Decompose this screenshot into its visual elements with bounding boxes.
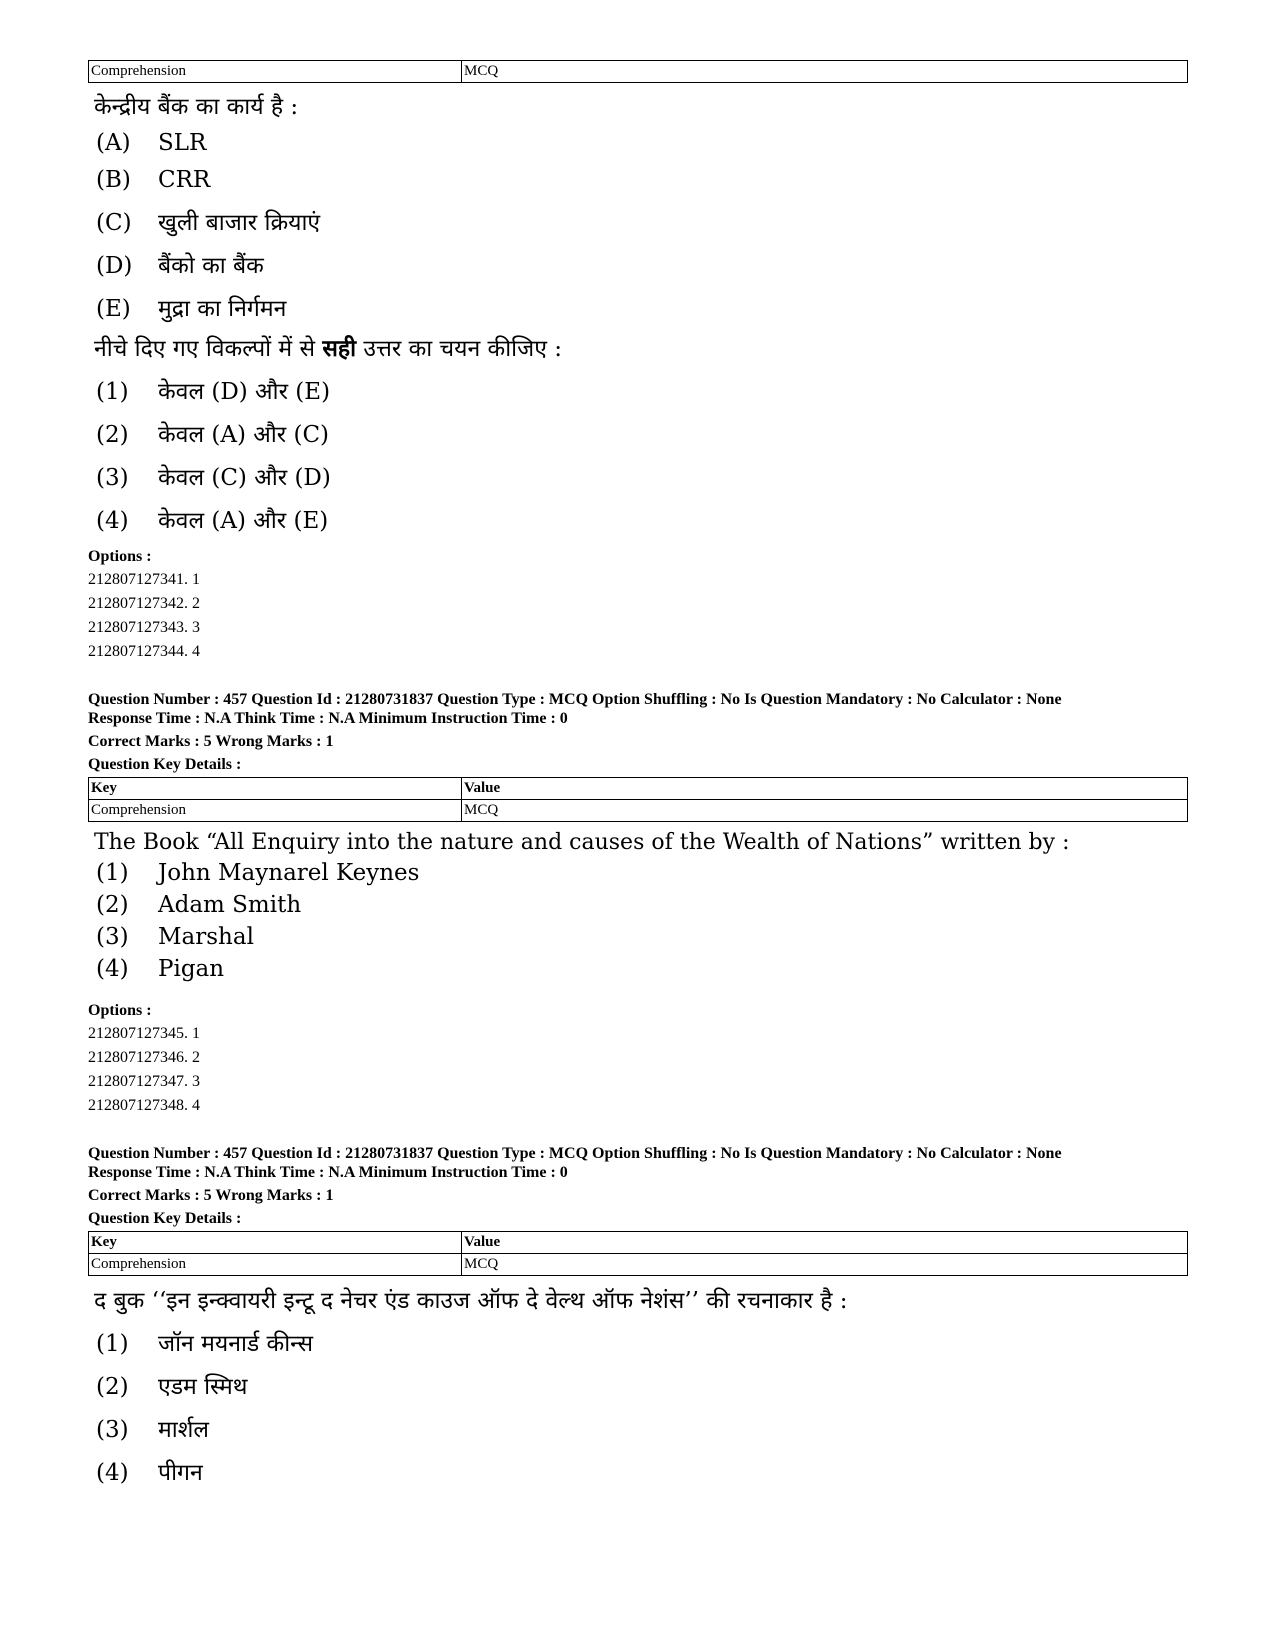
- choice-label: (4): [96, 508, 129, 534]
- table-cell-key: Comprehension: [89, 800, 462, 822]
- table-header-key: Key: [89, 1232, 462, 1254]
- question-key-details-label: Question Key Details :: [88, 756, 242, 773]
- choice-text: केवल (C) और (D): [158, 465, 331, 491]
- choice-text: जॉन मयनार्ड कीन्स: [158, 1331, 314, 1357]
- statement-label: (B): [96, 167, 131, 193]
- question-timing-line: Response Time : N.A Think Time : N.A Minimum Instruction Time : 0: [88, 710, 568, 727]
- choice-label: (1): [96, 1331, 129, 1357]
- choice-list-1: [88, 374, 1188, 546]
- statement-text: मुद्रा का निर्गमन: [158, 296, 287, 322]
- choice-4: [88, 956, 1188, 988]
- statement-text: बैंको का बैंक: [158, 253, 264, 279]
- instruction-line: [88, 334, 1188, 364]
- question-text-hindi-1: [88, 92, 1188, 122]
- choice-2: [88, 892, 1188, 924]
- question-text-hindi-3: [88, 1286, 1188, 1316]
- statement-text: CRR: [158, 167, 211, 193]
- options-label: Options :: [88, 548, 152, 565]
- instruction-emphasis: सही: [322, 335, 357, 362]
- question-text: द बुक ‘‘इन इन्क्वायरी इन्टू द नेचर एंड काउज ऑफ दे वेल्थ ऑफ नेशंस’’ की रचनाकार है :: [94, 1288, 848, 1314]
- statement-label: (A): [96, 130, 131, 156]
- statement-list: [88, 130, 1188, 334]
- statement-a: [88, 130, 1188, 167]
- option-id: 212807127348. 4: [88, 1097, 200, 1114]
- choice-text: Marshal: [158, 924, 254, 950]
- choice-1: [88, 1326, 1188, 1369]
- choice-list-2: [88, 860, 1188, 988]
- choice-4: [88, 503, 1188, 546]
- instruction-pre: नीचे दिए गए विकल्पों में से: [94, 336, 323, 362]
- statement-label: (E): [96, 296, 131, 322]
- option-id: 212807127347. 3: [88, 1073, 200, 1090]
- section-2-header: [88, 690, 1188, 774]
- table-row: [89, 1254, 1188, 1276]
- table-header-value: Value: [462, 1232, 1188, 1254]
- table-cell-value: MCQ: [462, 800, 1188, 822]
- question-meta-line: Question Number : 457 Question Id : 21280731837 Question Type : MCQ Option Shuffling : No Is Question Mandatory : No Calculator : None: [88, 1145, 1062, 1162]
- question-key-table: [88, 1231, 1188, 1276]
- statement-d: [88, 248, 1188, 291]
- table-header-key: Key: [89, 778, 462, 800]
- choice-label: (4): [96, 1460, 129, 1486]
- options-block-2: [88, 1000, 1188, 1118]
- choice-text: मार्शल: [158, 1417, 209, 1443]
- choice-text: Adam Smith: [158, 892, 302, 918]
- choice-3: [88, 924, 1188, 956]
- options-label: Options :: [88, 1002, 152, 1019]
- question-text: केन्द्रीय बैंक का कार्य है :: [94, 94, 299, 120]
- table-row: [89, 800, 1188, 822]
- instruction-post: उत्तर का चयन कीजिए :: [356, 336, 562, 362]
- options-block-1: [88, 546, 1188, 664]
- question-key-details-label: Question Key Details :: [88, 1210, 242, 1227]
- choice-label: (2): [96, 1374, 129, 1400]
- choice-list-3: [88, 1326, 1188, 1498]
- statement-text: खुली बाजार क्रियाएं: [158, 210, 321, 236]
- statement-label: (D): [96, 253, 133, 279]
- choice-1: [88, 374, 1188, 417]
- statement-label: (C): [96, 210, 132, 236]
- question-marks: Correct Marks : 5 Wrong Marks : 1: [88, 1187, 334, 1204]
- choice-2: [88, 417, 1188, 460]
- table-cell-value: MCQ: [462, 1254, 1188, 1276]
- statement-c: [88, 205, 1188, 248]
- question-key-table: [88, 777, 1188, 822]
- statement-e: [88, 291, 1188, 334]
- table-row: [89, 61, 1188, 83]
- choice-text: केवल (A) और (C): [158, 422, 330, 448]
- option-id: 212807127344. 4: [88, 643, 200, 660]
- choice-1: [88, 860, 1188, 892]
- section-3-header: [88, 1144, 1188, 1228]
- question-text: The Book “All Enquiry into the nature and causes of the Wealth of Nations” written by :: [94, 830, 1070, 855]
- option-id: 212807127345. 1: [88, 1025, 200, 1042]
- table-header-row: [89, 778, 1188, 800]
- question-meta-line: Question Number : 457 Question Id : 21280731837 Question Type : MCQ Option Shuffling : No Is Question Mandatory : No Calculator : None: [88, 691, 1062, 708]
- choice-text: एडम स्मिथ: [158, 1374, 248, 1400]
- choice-text: Pigan: [158, 956, 225, 982]
- table-cell-key: Comprehension: [89, 61, 462, 83]
- statement-text: SLR: [158, 130, 207, 156]
- choice-3: [88, 1412, 1188, 1455]
- choice-text: पीगन: [158, 1460, 203, 1486]
- option-id: 212807127346. 2: [88, 1049, 200, 1066]
- choice-label: (2): [96, 422, 129, 448]
- question-key-table: [88, 60, 1188, 83]
- section-2-table: [88, 777, 1188, 822]
- table-header-row: [89, 1232, 1188, 1254]
- table-header-value: Value: [462, 778, 1188, 800]
- option-id: 212807127343. 3: [88, 619, 200, 636]
- question-text-english: [88, 828, 1188, 858]
- choice-text: केवल (A) और (E): [158, 508, 329, 534]
- option-id: 212807127342. 2: [88, 595, 200, 612]
- choice-label: (4): [96, 956, 129, 982]
- section-1: [88, 60, 1188, 83]
- choice-label: (2): [96, 892, 129, 918]
- statement-b: [88, 167, 1188, 205]
- choice-label: (1): [96, 860, 129, 886]
- choice-label: (3): [96, 1417, 129, 1443]
- section-3-table: [88, 1231, 1188, 1276]
- table-cell-key: Comprehension: [89, 1254, 462, 1276]
- question-marks: Correct Marks : 5 Wrong Marks : 1: [88, 733, 334, 750]
- choice-label: (3): [96, 924, 129, 950]
- choice-3: [88, 460, 1188, 503]
- table-cell-value: MCQ: [462, 61, 1188, 83]
- choice-4: [88, 1455, 1188, 1498]
- question-timing-line: Response Time : N.A Think Time : N.A Minimum Instruction Time : 0: [88, 1164, 568, 1181]
- choice-2: [88, 1369, 1188, 1412]
- instruction-text: [88, 334, 1188, 364]
- choice-text: केवल (D) और (E): [158, 379, 331, 405]
- choice-label: (1): [96, 379, 129, 405]
- choice-text: John Maynarel Keynes: [158, 860, 420, 886]
- choice-label: (3): [96, 465, 129, 491]
- option-id: 212807127341. 1: [88, 571, 200, 588]
